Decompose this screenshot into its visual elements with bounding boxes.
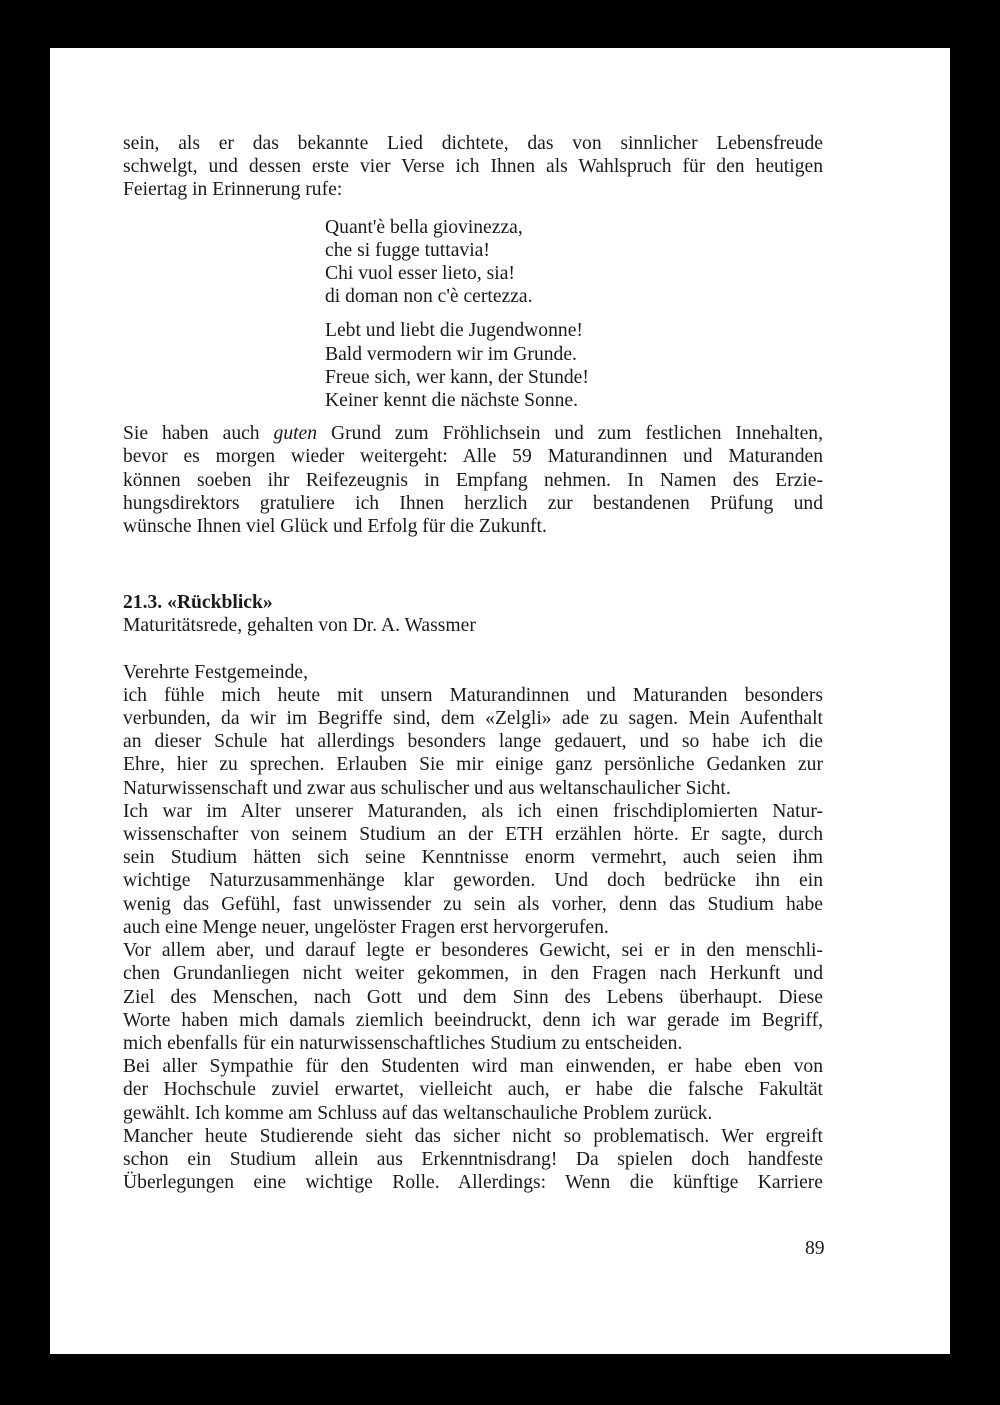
text-line: wenig das Gefühl, fast unwissender zu sein als vorher, denn das Studium habe xyxy=(123,893,823,915)
text-line: sein Studium hätten sich seine Kenntnisse enorm vermehrt, auch seien ihm xyxy=(123,847,823,869)
text-line: ich fühle mich heute mit unsern Maturandinnen und Maturanden besonders xyxy=(123,684,823,706)
text-line: an dieser Schule hat allerdings besonders lange gedauert, und so habe ich die xyxy=(123,731,823,753)
paragraph xyxy=(123,1055,823,1125)
text-line: hungsdirektors gratuliere ich Ihnen herzlich zur bestandenen Prüfung und xyxy=(123,492,823,514)
verse-german xyxy=(325,319,823,412)
page-content xyxy=(123,132,823,1194)
text-line: sein, als er das bekannte Lied dichtete, das von sinnlicher Lebensfreude xyxy=(123,133,823,154)
text-line: Ich war im Alter unserer Maturanden, als ich einen frischdiplomierten Natur- xyxy=(123,800,823,822)
paragraph xyxy=(123,1125,823,1195)
section-header xyxy=(123,591,823,637)
verse-line: Chi vuol esser lieto, sia! xyxy=(325,263,515,285)
paragraph xyxy=(123,684,823,800)
text-line: Mancher heute Studierende sieht das sicher nicht so problematisch. Wer ergreift xyxy=(123,1125,823,1147)
text-line: Ziel des Menschen, nach Gott und dem Sinn des Lebens überhaupt. Diese xyxy=(123,986,823,1008)
intro-paragraph xyxy=(123,132,823,202)
text-line: Bei aller Sympathie für den Studenten wird man einwenden, er habe eben von xyxy=(123,1056,823,1078)
paragraph xyxy=(123,800,823,939)
verse-line: Lebt und liebt die Jugendwonne! xyxy=(325,320,583,342)
text-line: verbunden, da wir im Begriffe sind, dem «Zelgli» ade zu sagen. Mein Aufenthalt xyxy=(123,708,823,730)
text-line: gewählt. Ich komme am Schluss auf das weltanschauliche Problem zurück. xyxy=(123,1102,713,1124)
document-page xyxy=(50,48,950,1354)
verse-line: Bald vermodern wir im Grunde. xyxy=(325,343,577,365)
paragraph xyxy=(123,939,823,1055)
text-line: auch eine Menge neuer, ungelöster Fragen erst hervorgerufen. xyxy=(123,916,609,938)
text-line: chen Grundanliegen nicht weiter gekommen, in den Fragen nach Herkunft und xyxy=(123,963,823,985)
emphasis: guten xyxy=(273,423,318,445)
verse-line: di doman non c'è certezza. xyxy=(325,286,533,308)
text-line: der Hochschule zuviel erwartet, vielleicht auch, er habe die falsche Fakultät xyxy=(123,1079,823,1101)
verse-line: Keiner kennt die nächste Sonne. xyxy=(325,390,579,412)
verse-line: Quant'è bella giovinezza, xyxy=(325,216,523,238)
text-line: Naturwissenschaft und zwar aus schulischer und aus weltanschaulicher Sicht. xyxy=(123,777,731,799)
text-line: bevor es morgen wieder weitergeht: Alle 59 Maturandinnen und Maturanden xyxy=(123,446,823,468)
body-paragraphs xyxy=(123,684,823,1194)
text-line: können soeben ihr Reifezeugnis in Empfang nehmen. In Namen des Erzie- xyxy=(123,469,823,491)
text-line: schon ein Studium allein aus Erkenntnisdrang! Da spielen doch handfeste xyxy=(123,1148,823,1170)
text-line: wissenschafter von seinem Studium an der ETH erzählen hörte. Er sagte, durch xyxy=(123,824,823,846)
text-line: Ehre, hier zu sprechen. Erlauben Sie mir einige ganz persönliche Gedanken zur xyxy=(123,754,823,776)
verse-line: che si fugge tuttavia! xyxy=(325,239,490,261)
section-subtitle: Maturitätsrede, gehalten von Dr. A. Wassmer xyxy=(123,615,476,637)
text-line: Vor allem aber, und darauf legte er besonderes Gewicht, sei er in den menschli- xyxy=(123,940,823,962)
text-line: Überlegungen eine wichtige Rolle. Allerdings: Wenn die künftige Karriere xyxy=(123,1172,823,1194)
text-line: wichtige Naturzusammenhänge klar geworden. Und doch bedrücke ihn ein xyxy=(123,870,823,892)
text-line: Feiertag in Erinnerung rufe: xyxy=(123,179,343,201)
text-line: schwelgt, und dessen erste vier Verse ich Ihnen als Wahlspruch für den heutigen xyxy=(123,156,823,178)
page-number: 89 xyxy=(805,1238,825,1259)
verse-italian xyxy=(325,216,823,309)
verse-line: Freue sich, wer kann, der Stunde! xyxy=(325,366,589,388)
text-line: Worte haben mich damals ziemlich beeindruckt, denn ich war gerade im Begriff, xyxy=(123,1009,823,1031)
salutation: Verehrte Festgemeinde, xyxy=(123,661,308,683)
congrats-paragraph xyxy=(123,422,823,538)
section-heading: 21.3. «Rückblick» xyxy=(123,592,273,614)
text-line: mich ebenfalls für ein naturwissenschaftliches Studium zu entscheiden. xyxy=(123,1032,683,1054)
text-line: Sie haben auch guten Grund zum Fröhlichsein und zum festlichen Innehalten, xyxy=(123,423,823,445)
text-line: wünsche Ihnen viel Glück und Erfolg für die Zukunft. xyxy=(123,516,547,538)
